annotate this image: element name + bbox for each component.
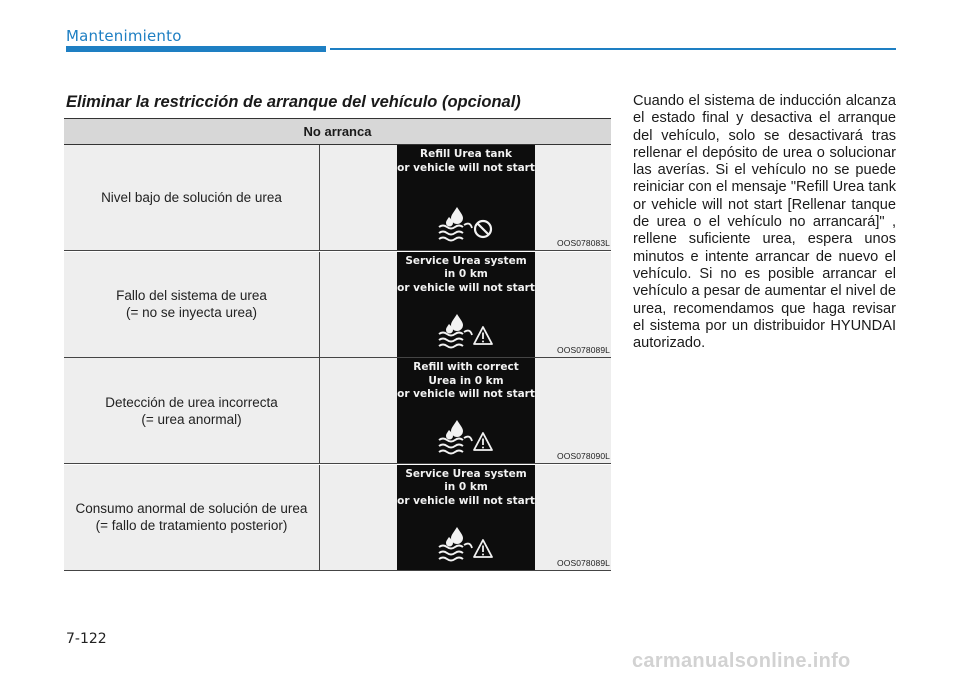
cluster-message (397, 255, 535, 296)
page-heading: Eliminar la restricción de arranque del vehículo (opcional) (66, 93, 521, 111)
urea-warning-icon (435, 310, 497, 354)
cluster-message-line: Refill Urea tank (420, 148, 512, 160)
cluster-message-line: Refill with correct (413, 361, 519, 373)
condition-label (64, 145, 320, 250)
table-row (64, 145, 611, 251)
table-row (64, 465, 611, 571)
table-row (64, 358, 611, 464)
cluster-message (397, 148, 535, 175)
cluster-message-line: or vehicle will not start (397, 281, 535, 294)
urea-warning-icon (435, 523, 497, 567)
condition-label-line: Nivel bajo de solución de urea (101, 190, 282, 205)
condition-label-line: (= urea anormal) (141, 411, 242, 427)
cluster-display (397, 358, 535, 463)
section-rule-thin (330, 48, 896, 50)
cluster-message-image (321, 145, 611, 250)
table-row (64, 252, 611, 358)
image-code: OOS078083L (557, 238, 610, 248)
urea-no-start-icon (435, 203, 497, 247)
cluster-message-image (321, 358, 611, 463)
watermark: carmanualsonline.info (632, 650, 851, 672)
cluster-display (397, 145, 535, 250)
cluster-display (397, 252, 535, 357)
cluster-message-line: Service Urea system (405, 467, 527, 480)
table-header: No arranca (64, 118, 611, 145)
cluster-message-line: in 0 km (444, 268, 488, 280)
condition-label-line: (= fallo de tratamiento posterior) (95, 518, 288, 533)
urea-table (64, 118, 611, 571)
cluster-display (397, 465, 535, 570)
condition-label (64, 465, 320, 570)
image-code: OOS078089L (557, 344, 610, 355)
cluster-message (397, 468, 535, 509)
image-code: OOS078090L (557, 451, 610, 461)
cluster-message-line: or vehicle will not start (397, 388, 535, 400)
cluster-message-line: in 0 km (444, 481, 488, 493)
condition-label-line: Detección de urea incorrecta (105, 394, 278, 410)
cluster-message-line: or vehicle will not start (397, 494, 535, 507)
image-code: OOS078089L (557, 557, 610, 568)
cluster-message-line: Urea in 0 km (428, 374, 504, 387)
condition-label (64, 252, 320, 357)
page-number: 7-122 (66, 631, 107, 647)
body-paragraph: Cuando el sistema de inducción alcanza el estado final y desactiva el arranque del vehículo, solo se desactivará tras rellenar el depósito de urea o solucionar las averías. Si el vehículo no se puede reiniciar con el mensaje "Refill Urea tank or vehicle will not start [Rellenar tanque de urea o el vehículo no arrancará]" , rellene suficiente urea, espera unos minutos e intente arrancar de nuevo el vehículo. Si no es posible arrancar el vehículo a pesar de aumentar el nivel de urea, recomendamos que haga revisar el sistema por un distribuidor HYUNDAI autorizado. (633, 93, 896, 352)
cluster-message (397, 361, 535, 402)
cluster-message-image (321, 465, 611, 570)
condition-label-line: Consumo anormal de solución de urea (75, 501, 308, 516)
cluster-message-image (321, 252, 611, 357)
cluster-message-line: Service Urea system (405, 254, 527, 267)
condition-label (64, 358, 320, 463)
condition-label-line: (= no se inyecta urea) (126, 305, 257, 320)
condition-label-line: Fallo del sistema de urea (116, 288, 267, 303)
section-rule-thick (66, 46, 326, 52)
cluster-message-line: or vehicle will not start (397, 161, 535, 174)
urea-warning-icon (435, 416, 497, 460)
section-title: Mantenimiento (66, 27, 182, 45)
